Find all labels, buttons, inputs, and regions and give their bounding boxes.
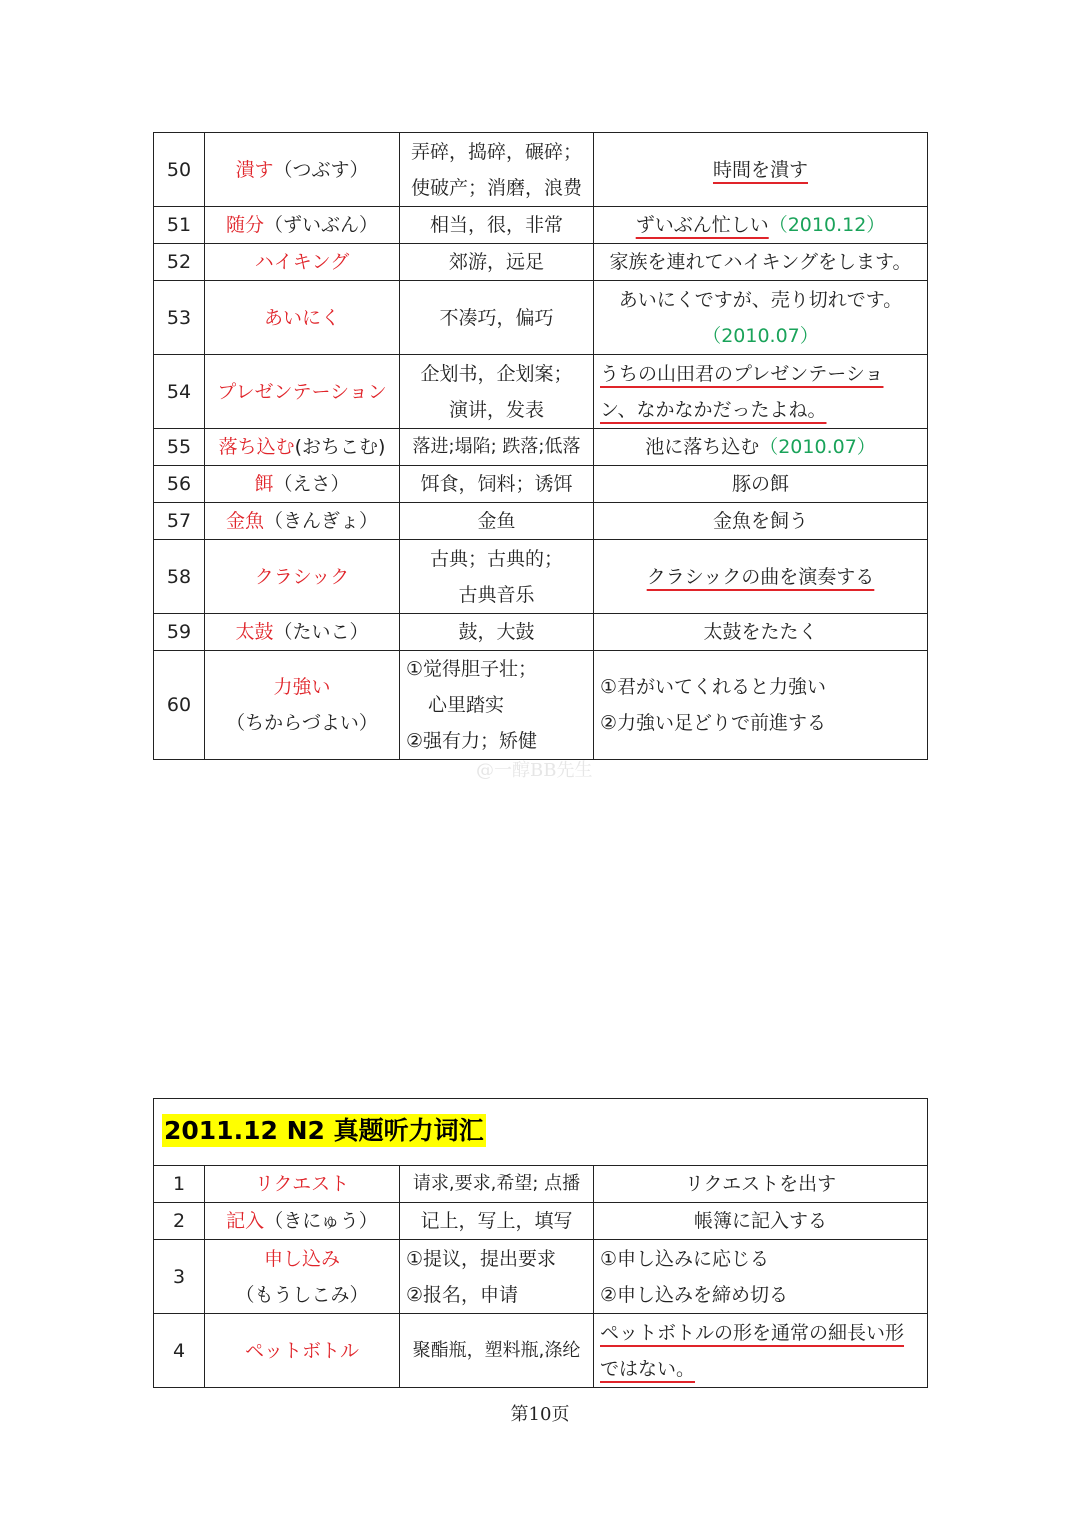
example-cell xyxy=(594,244,928,281)
meaning-cell xyxy=(400,466,594,503)
example-line: 家族を連れてハイキングをします。 xyxy=(609,251,912,273)
table-row xyxy=(154,207,928,244)
table-row xyxy=(154,1314,928,1388)
meaning-line: ②报名，申请 xyxy=(406,1283,519,1306)
meaning-line: 鼓，大鼓 xyxy=(458,621,535,643)
table-row xyxy=(154,429,928,466)
vocab-word: ハイキング xyxy=(254,251,350,273)
vocab-word: 随分 xyxy=(225,214,264,236)
table-row xyxy=(154,540,928,614)
table-row xyxy=(154,1203,928,1240)
example-line: ②力強い足どりで前進する xyxy=(600,712,827,734)
vocab-word: 力強い xyxy=(273,676,331,698)
vocab-reading: （きんぎょ） xyxy=(264,510,379,532)
example-line: リクエストを出す xyxy=(684,1173,837,1195)
meaning-cell xyxy=(400,244,594,281)
row-number: 3 xyxy=(154,1240,205,1314)
vocab-reading: （もうしこみ） xyxy=(235,1283,369,1306)
meaning-cell xyxy=(400,503,594,540)
row-number: 2 xyxy=(154,1203,205,1240)
meaning-cell xyxy=(400,1166,594,1203)
vocab-word-cell xyxy=(205,355,400,429)
meaning-cell xyxy=(400,540,594,614)
table-row xyxy=(154,355,928,429)
meaning-line: 使破产；消磨，浪费 xyxy=(410,176,582,199)
example-line: ①申し込みに応じる xyxy=(600,1247,770,1270)
example-cell xyxy=(594,540,928,614)
meaning-cell xyxy=(400,651,594,760)
vocab-word-cell xyxy=(205,503,400,540)
exam-date-note: （2010.07） xyxy=(759,436,876,458)
meaning-line: ①觉得胆子壮； xyxy=(406,658,538,680)
vocab-word-cell xyxy=(205,466,400,503)
vocab-word-cell xyxy=(205,1203,400,1240)
example-line: あいにくですが、売り切れです。 xyxy=(618,288,903,311)
vocab-reading: （ずいぶん） xyxy=(264,214,379,236)
page-number: 第10页 xyxy=(510,1404,570,1425)
watermark: @一醇BB先生 xyxy=(476,760,593,781)
meaning-cell xyxy=(400,429,594,466)
table-row xyxy=(154,1240,928,1314)
meaning-cell xyxy=(400,207,594,244)
row-number: 58 xyxy=(154,540,205,614)
row-number: 51 xyxy=(154,207,205,244)
example-cell xyxy=(594,207,928,244)
example-cell xyxy=(594,429,928,466)
row-number: 54 xyxy=(154,355,205,429)
vocab-word: 金魚 xyxy=(225,510,264,532)
exam-date-note: （2010.12） xyxy=(768,214,886,236)
meaning-cell xyxy=(400,1314,594,1388)
meaning-line: ②强有力；矫健 xyxy=(406,730,538,752)
meaning-line: 演讲，发表 xyxy=(448,398,544,421)
vocab-word: 潰す xyxy=(235,158,274,181)
table-row xyxy=(154,503,928,540)
row-number: 55 xyxy=(154,429,205,466)
meaning-line: 落进;塌陷; 跌落;低落 xyxy=(412,436,581,457)
example-cell xyxy=(594,1166,928,1203)
table-title-cell xyxy=(154,1099,928,1166)
meaning-line: ①提议，提出要求 xyxy=(406,1247,557,1270)
example-line: クラシックの曲を演奏する xyxy=(646,565,875,588)
example-line: ン、なかなかだったよね。 xyxy=(600,398,827,421)
meaning-cell xyxy=(400,133,594,207)
vocab-word: ペットボトル xyxy=(244,1339,359,1362)
table-row xyxy=(154,614,928,651)
vocab-word-cell xyxy=(205,614,400,651)
example-line: ずいぶん忙しい xyxy=(635,214,769,236)
meaning-line: 郊游，远足 xyxy=(448,251,544,273)
meaning-cell xyxy=(400,355,594,429)
vocab-table-2 xyxy=(153,1098,928,1388)
vocab-reading: （えさ） xyxy=(273,473,350,495)
example-line: ペットボトルの形を通常の細長い形 xyxy=(600,1321,905,1344)
vocab-word: 餌 xyxy=(254,473,274,495)
vocab-word: 申し込み xyxy=(263,1247,340,1270)
table-row xyxy=(154,651,928,760)
example-line: 金魚を飼う xyxy=(712,510,808,532)
example-line: 帳簿に記入する xyxy=(694,1210,828,1232)
meaning-line: 古典音乐 xyxy=(458,583,535,606)
vocab-reading: （たいこ） xyxy=(273,621,369,643)
meaning-line: 请求,要求,希望; 点播 xyxy=(412,1173,581,1194)
vocab-word: クラシック xyxy=(254,565,350,588)
vocab-word: 太鼓 xyxy=(235,621,274,643)
meaning-line: 相当，很，非常 xyxy=(429,214,563,236)
meaning-line: 不凑巧，偏巧 xyxy=(439,306,554,329)
vocab-reading: （きにゅう） xyxy=(264,1210,378,1232)
row-number: 57 xyxy=(154,503,205,540)
meaning-line: 心里踏实 xyxy=(428,694,505,716)
vocab-word-cell xyxy=(205,281,400,355)
meaning-cell xyxy=(400,614,594,651)
vocab-word: あいにく xyxy=(263,306,340,329)
table-row xyxy=(154,244,928,281)
meaning-cell xyxy=(400,1240,594,1314)
row-number: 59 xyxy=(154,614,205,651)
vocab-word-cell xyxy=(205,1314,400,1388)
example-cell xyxy=(594,133,928,207)
example-cell xyxy=(594,614,928,651)
meaning-line: 记上，写上，填写 xyxy=(420,1210,573,1232)
example-cell xyxy=(594,1314,928,1388)
vocab-word-cell xyxy=(205,244,400,281)
vocab-word-cell xyxy=(205,540,400,614)
example-cell xyxy=(594,651,928,760)
vocab-word: リクエスト xyxy=(254,1173,350,1195)
exam-date-note: （2010.07） xyxy=(702,324,819,347)
vocab-word-cell xyxy=(205,1166,400,1203)
example-line: 時間を潰す xyxy=(712,158,808,181)
meaning-line: 古典；古典的； xyxy=(429,547,563,570)
example-cell xyxy=(594,503,928,540)
meaning-line: 企划书，企划案； xyxy=(420,362,573,385)
vocab-word-cell xyxy=(205,429,400,466)
table-row xyxy=(154,1166,928,1203)
example-cell xyxy=(594,1240,928,1314)
example-cell xyxy=(594,281,928,355)
example-cell xyxy=(594,1203,928,1240)
meaning-line: 弄碎，捣碎，碾碎； xyxy=(410,140,582,163)
table-row xyxy=(154,281,928,355)
meaning-line: 饵食，饲料；诱饵 xyxy=(420,473,573,495)
row-number: 1 xyxy=(154,1166,205,1203)
example-line: 池に落ち込む xyxy=(645,436,760,458)
vocab-word-cell xyxy=(205,1240,400,1314)
example-line: 豚の餌 xyxy=(731,473,789,495)
row-number: 52 xyxy=(154,244,205,281)
vocab-word-cell xyxy=(205,133,400,207)
example-cell xyxy=(594,355,928,429)
example-line: ではない。 xyxy=(600,1357,696,1380)
vocab-word: プレゼンテーション xyxy=(217,380,387,403)
row-number: 60 xyxy=(154,651,205,760)
vocab-word: 記入 xyxy=(226,1210,265,1232)
row-number: 4 xyxy=(154,1314,205,1388)
section-title: 2011.12 N2 真题听力词汇 xyxy=(164,1116,484,1145)
vocab-word-cell xyxy=(205,651,400,760)
vocab-table-1 xyxy=(153,132,928,760)
row-number: 56 xyxy=(154,466,205,503)
meaning-line: 金鱼 xyxy=(477,510,516,532)
row-number: 53 xyxy=(154,281,205,355)
example-line: ②申し込みを締め切る xyxy=(600,1283,789,1306)
vocab-reading: （つぶす） xyxy=(273,158,369,181)
example-line: うちの山田君のプレゼンテーショ xyxy=(600,362,884,385)
table-title-row xyxy=(154,1099,928,1166)
meaning-cell xyxy=(400,281,594,355)
table-row xyxy=(154,133,928,207)
example-line: 太鼓をたたく xyxy=(703,621,818,643)
table-row xyxy=(154,466,928,503)
example-cell xyxy=(594,466,928,503)
vocab-reading: （ちからづよい） xyxy=(226,712,378,734)
example-line: ①君がいてくれると力強い xyxy=(600,676,827,698)
meaning-line: 聚酯瓶，塑料瓶,涤纶 xyxy=(412,1339,581,1361)
row-number: 50 xyxy=(154,133,205,207)
vocab-word: 落ち込む xyxy=(218,436,295,458)
vocab-reading: (おちこむ) xyxy=(294,436,386,458)
meaning-cell xyxy=(400,1203,594,1240)
vocab-word-cell xyxy=(205,207,400,244)
